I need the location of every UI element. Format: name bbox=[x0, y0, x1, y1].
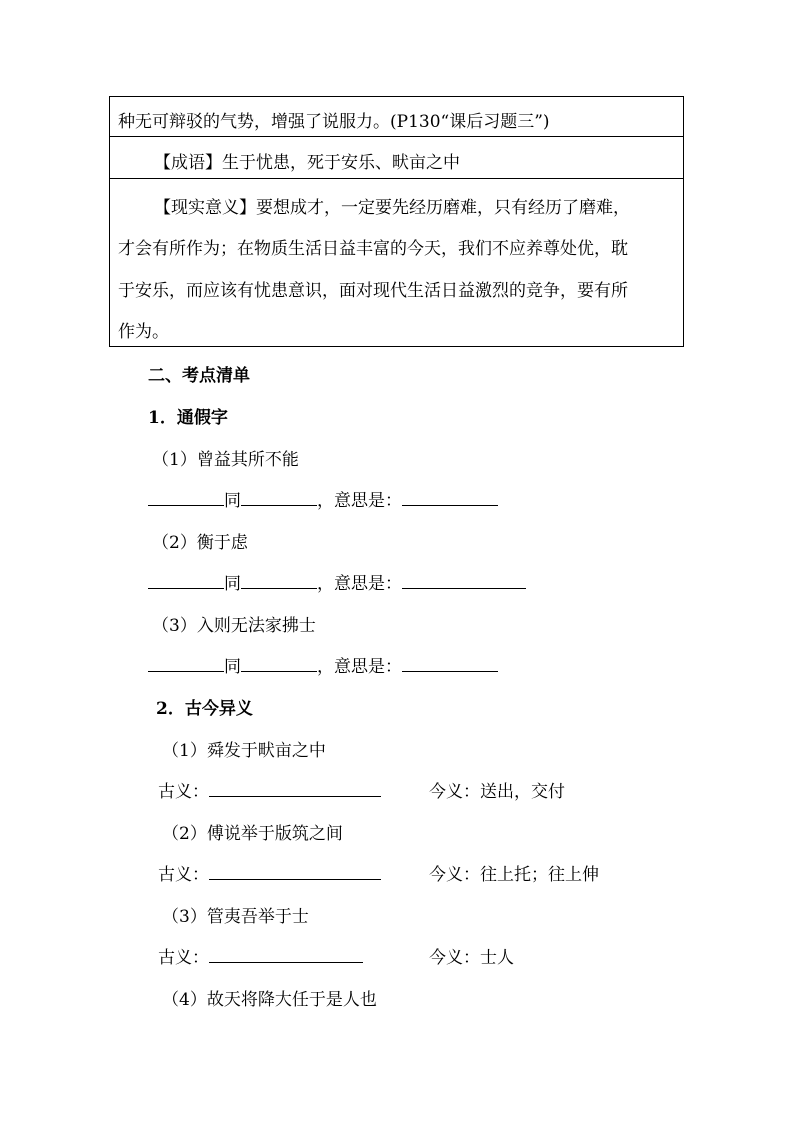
answer-blank[interactable] bbox=[148, 489, 224, 506]
answer-blank[interactable] bbox=[148, 655, 224, 672]
tongjia-question-3: （3）入则无法家拂士 bbox=[152, 616, 316, 636]
idiom-line bbox=[154, 148, 460, 173]
tongjia-question-1: （1）曾益其所不能 bbox=[152, 450, 299, 470]
summary-table bbox=[109, 96, 684, 347]
answer-blank[interactable] bbox=[402, 489, 498, 506]
tongjia-answer-2: 同 ，意思是： bbox=[148, 569, 526, 594]
answer-blank[interactable] bbox=[209, 946, 363, 963]
gujin-jin-2: 今义：往上托；往上伸 bbox=[429, 865, 599, 885]
gujin-question-1: （1）舜发于畎亩之中 bbox=[162, 741, 326, 761]
answer-blank[interactable] bbox=[402, 655, 498, 672]
significance-line-2: 才会有所作为；在物质生活日益丰富的今天，我们不应养尊处优，耽 bbox=[118, 239, 628, 259]
answer-blank[interactable] bbox=[241, 489, 317, 506]
tongjia-question-2: （2）衡于虑 bbox=[152, 533, 248, 553]
significance-line-3: 于安乐，而应该有忧患意识，面对现代生活日益激烈的竞争，要有所 bbox=[118, 281, 628, 301]
answer-blank[interactable] bbox=[209, 780, 381, 797]
table-row bbox=[110, 137, 683, 179]
answer-blank[interactable] bbox=[209, 863, 381, 880]
tongjia-answer-1: 同 ，意思是： bbox=[148, 486, 498, 511]
gujin-gu-2: 古义： bbox=[158, 860, 381, 885]
gujin-jin-3: 今义：士人 bbox=[429, 948, 514, 968]
significance-line-1: 【现实意义】要想成才，一定要先经历磨难，只有经历了磨难， bbox=[154, 198, 630, 218]
gujin-question-2: （2）傅说举于版筑之间 bbox=[162, 824, 343, 844]
gujin-gu-1: 古义： bbox=[158, 777, 381, 802]
subsection-tongjia: 1．通假字 bbox=[148, 408, 228, 428]
significance-label: 【现实意义】 bbox=[154, 198, 256, 218]
idiom-text: 生于忧患，死于安乐、畎亩之中 bbox=[222, 153, 460, 173]
gujin-question-3: （3）管夷吾举于士 bbox=[162, 907, 309, 927]
tongjia-answer-3: 同 ，意思是： bbox=[148, 652, 498, 677]
idiom-label: 【成语】 bbox=[154, 153, 222, 173]
gujin-jin-1: 今义：送出，交付 bbox=[429, 782, 565, 802]
gujin-gu-3: 古义： bbox=[158, 943, 363, 968]
answer-blank[interactable] bbox=[402, 572, 526, 589]
significance-line-4: 作为。 bbox=[118, 322, 169, 342]
answer-blank[interactable] bbox=[241, 655, 317, 672]
section-title: 二、考点清单 bbox=[148, 366, 250, 386]
subsection-gujin: 2．古今异义 bbox=[156, 699, 253, 719]
table-row-text: 种无可辩驳的气势，增强了说服力。(P130“课后习题三”) bbox=[118, 112, 550, 132]
table-row bbox=[110, 97, 683, 137]
answer-blank[interactable] bbox=[148, 572, 224, 589]
table-row bbox=[110, 179, 683, 346]
gujin-question-4: （4）故天将降大任于是人也 bbox=[162, 990, 377, 1010]
answer-blank[interactable] bbox=[241, 572, 317, 589]
